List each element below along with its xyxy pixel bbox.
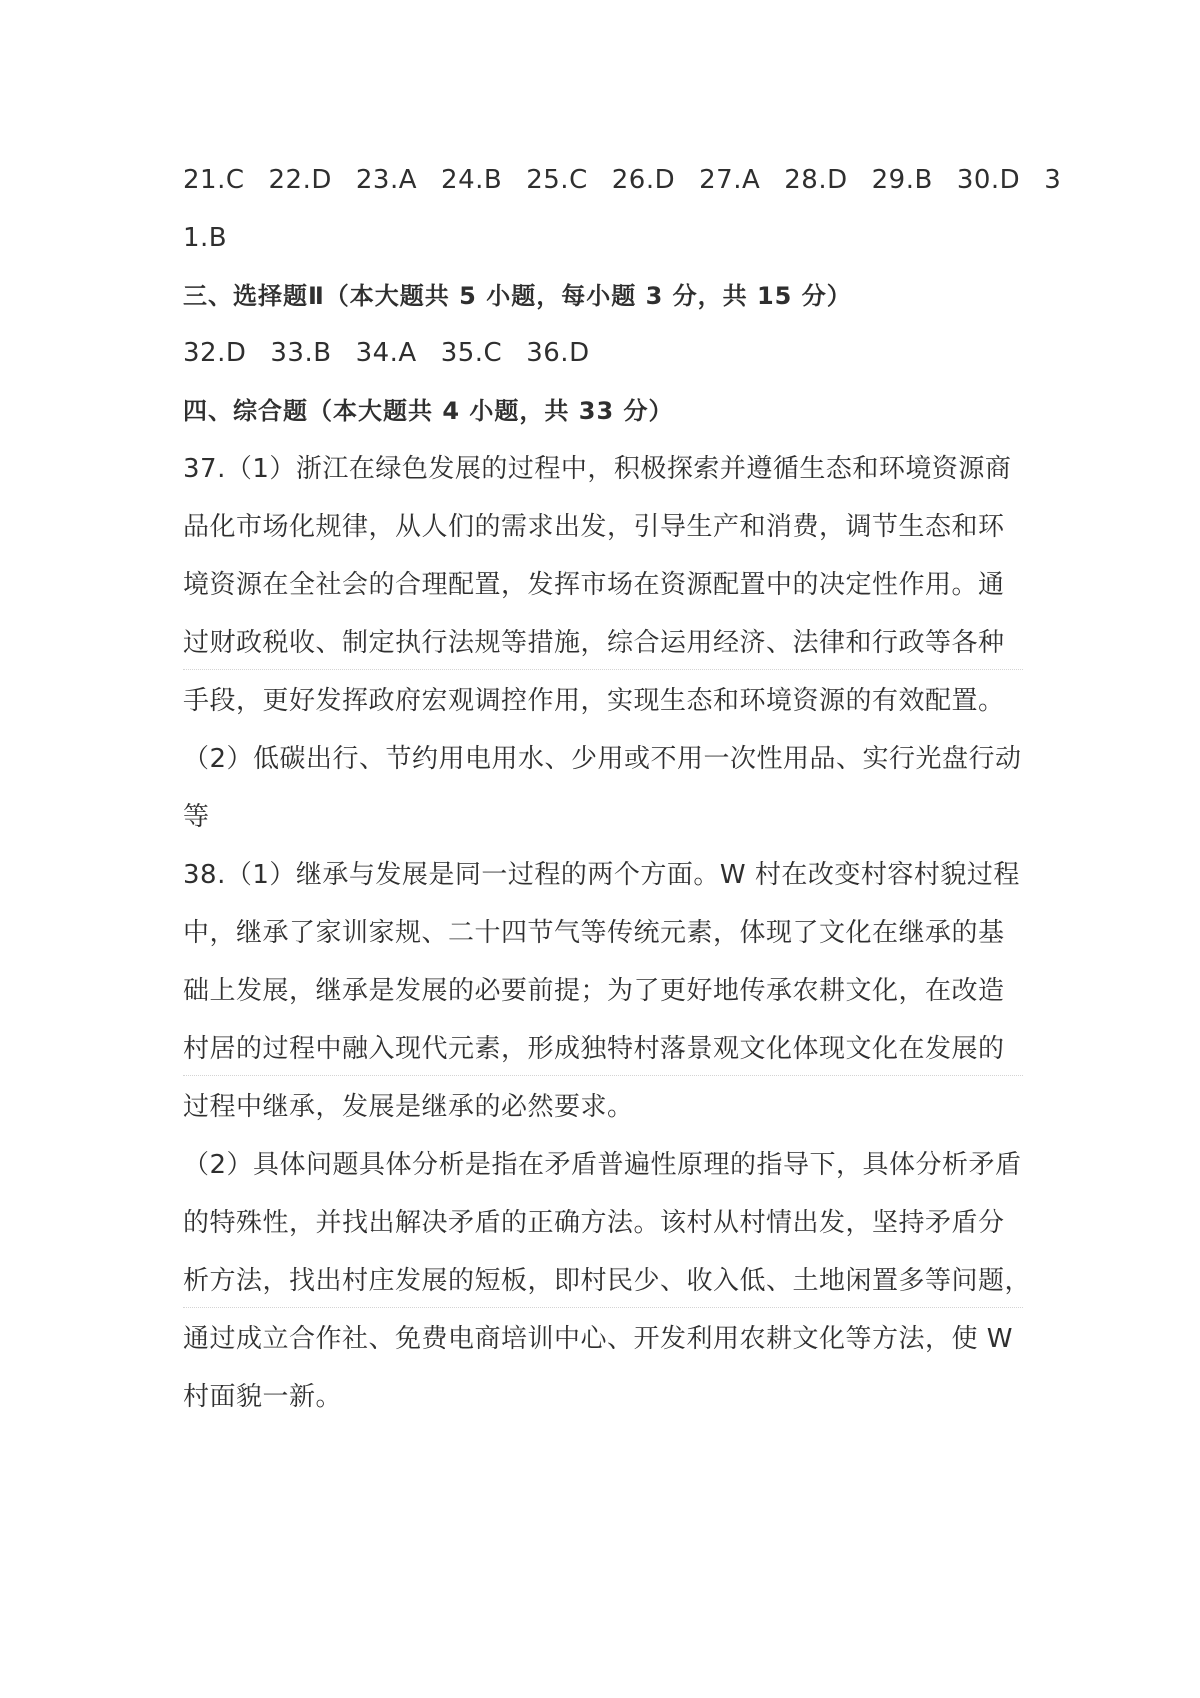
answer-34: 34.A <box>355 338 417 368</box>
q37-line-3: 境资源在全社会的合理配置，发挥市场在资源配置中的决定性作用。通 <box>183 570 1005 600</box>
dotted-divider <box>183 669 1023 670</box>
q37-line-1: 37.（1）浙江在绿色发展的过程中，积极探索并遵循生态和环境资源商 <box>183 454 1012 484</box>
q38-line-8: 析方法，找出村庄发展的短板，即村民少、收入低、土地闲置多等问题， <box>183 1266 1032 1296</box>
dotted-divider <box>183 1075 1023 1076</box>
answer-36: 36.D <box>526 338 590 368</box>
q38-line-4: 村居的过程中融入现代元素，形成独特村落景观文化体现文化在发展的 <box>183 1034 1005 1064</box>
answer-21: 21.C <box>183 165 245 195</box>
answer-32: 32.D <box>183 338 247 368</box>
answer-25: 25.C <box>526 165 588 195</box>
q38-line-10: 村面貌一新。 <box>183 1382 343 1412</box>
answer-26: 26.D <box>611 165 676 195</box>
answers-row-32-36 <box>183 335 1023 371</box>
answer-35: 35.C <box>440 338 503 368</box>
q38-line-7: 的特殊性，并找出解决矛盾的正确方法。该村从村情出发，坚持矛盾分 <box>183 1208 1005 1238</box>
answer-29: 29.B <box>871 165 933 195</box>
answer-30: 30.D <box>956 165 1021 195</box>
answers-row-21-31 <box>183 162 1062 198</box>
answer-27: 27.A <box>699 165 761 195</box>
section-4-heading: 四、综合题（本大题共 4 小题，共 33 分） <box>183 397 674 425</box>
q37-line-6: （2）低碳出行、节约用电用水、少用或不用一次性用品、实行光盘行动 <box>183 744 1022 774</box>
q38-line-9: 通过成立合作社、免费电商培训中心、开发利用农耕文化等方法，使 W <box>183 1324 1013 1354</box>
q38-line-2: 中，继承了家训家规、二十四节气等传统元素，体现了文化在继承的基 <box>183 918 1005 948</box>
answer-24: 24.B <box>441 165 503 195</box>
q37-line-4: 过财政税收、制定执行法规等措施，综合运用经济、法律和行政等各种 <box>183 628 1005 658</box>
answer-28: 28.D <box>784 165 848 195</box>
q38-line-5: 过程中继承，发展是继承的必然要求。 <box>183 1092 634 1122</box>
answer-31-head: 3 <box>1044 165 1062 195</box>
answer-23: 23.A <box>355 165 418 195</box>
q37-line-7: 等 <box>183 802 210 832</box>
q38-line-6: （2）具体问题具体分析是指在矛盾普遍性原理的指导下，具体分析矛盾 <box>183 1150 1022 1180</box>
dotted-divider <box>183 1307 1023 1308</box>
answer-22: 22.D <box>268 165 332 195</box>
answer-31-tail: 1.B <box>183 223 228 253</box>
q37-line-2: 品化市场化规律，从人们的需求出发，引导生产和消费，调节生态和环 <box>183 512 1005 542</box>
q37-line-5: 手段，更好发挥政府宏观调控作用，实现生态和环境资源的有效配置。 <box>183 686 1005 716</box>
answer-33: 33.B <box>270 338 332 368</box>
q38-line-1: 38.（1）继承与发展是同一过程的两个方面。W 村在改变村容村貌过程 <box>183 860 1020 890</box>
q38-line-3: 础上发展，继承是发展的必要前提；为了更好地传承农耕文化，在改造 <box>183 976 1005 1006</box>
section-3-heading: 三、选择题Ⅱ（本大题共 5 小题，每小题 3 分，共 15 分） <box>183 282 852 310</box>
